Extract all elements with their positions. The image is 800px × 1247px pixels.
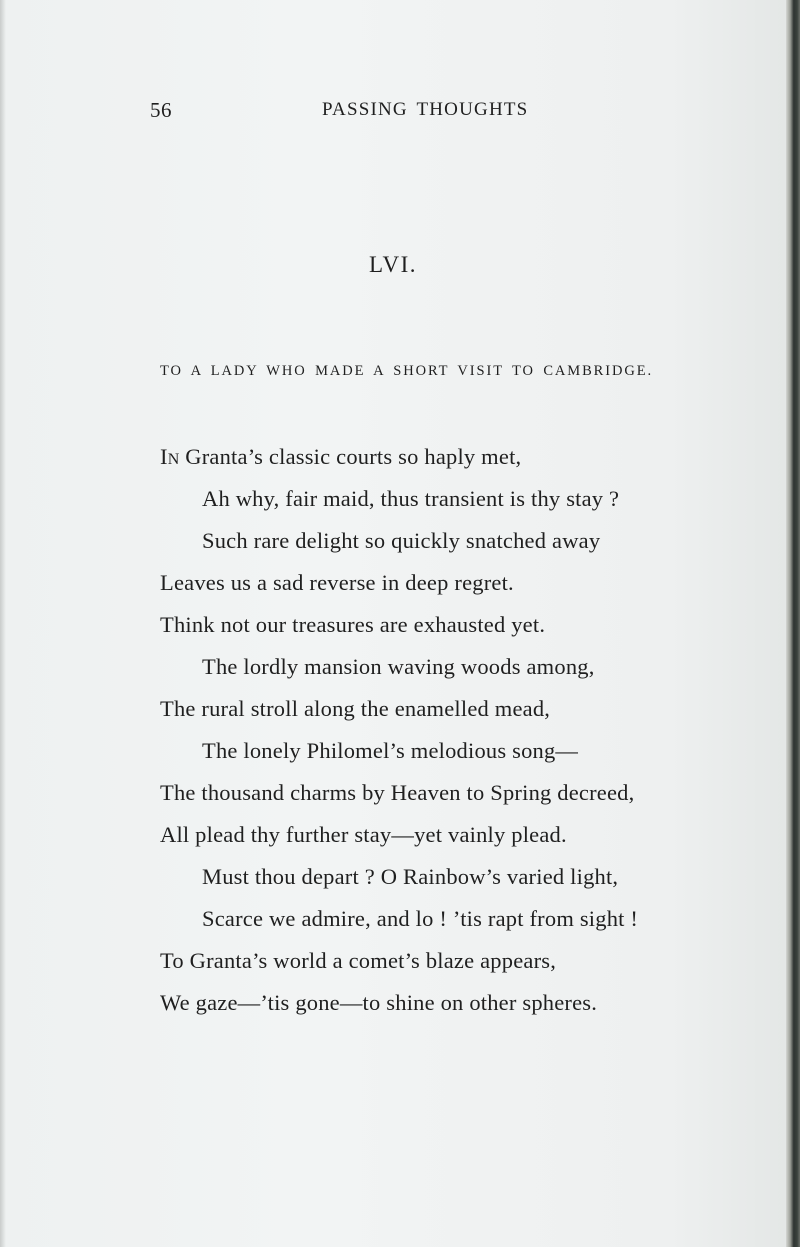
poem-line-text: Granta’s classic courts so haply met, [185, 444, 522, 469]
poem-line: Think not our treasures are exhausted yet. [160, 612, 546, 637]
first-word: In [160, 444, 180, 469]
poem-line: The lordly mansion waving woods among, [202, 654, 595, 679]
poem-line: Such rare delight so quickly snatched away [202, 528, 601, 553]
poem-number: LVI. [369, 252, 417, 277]
poem-line [160, 436, 521, 478]
poem-line: Leaves us a sad reverse in deep regret. [160, 570, 514, 595]
poem-line: Ah why, fair maid, thus transient is thy stay ? [202, 486, 620, 511]
poem-line: We gaze—’tis gone—to shine on other spheres. [160, 990, 598, 1015]
poem-line: The thousand charms by Heaven to Spring decreed, [160, 780, 635, 805]
poem-line: The lonely Philomel’s melodious song— [202, 738, 579, 763]
gutter-shadow [0, 0, 6, 1247]
poem-title: TO A LADY WHO MADE A SHORT VISIT TO CAMBRIDGE. [160, 363, 653, 379]
poem-line: All plead thy further stay—yet vainly plead. [160, 822, 567, 847]
poem-line: Scarce we admire, and lo ! ’tis rapt from sight ! [202, 906, 639, 931]
poem-line: To Granta’s world a comet’s blaze appears, [160, 948, 557, 973]
running-head-title: PASSING THOUGHTS [322, 99, 529, 120]
poem-line: The rural stroll along the enamelled mead, [160, 696, 551, 721]
page-fore-edge [786, 0, 800, 1247]
running-head [0, 98, 786, 128]
poem-line: Must thou depart ? O Rainbow’s varied light, [202, 864, 619, 889]
page-number: 56 [150, 98, 172, 122]
